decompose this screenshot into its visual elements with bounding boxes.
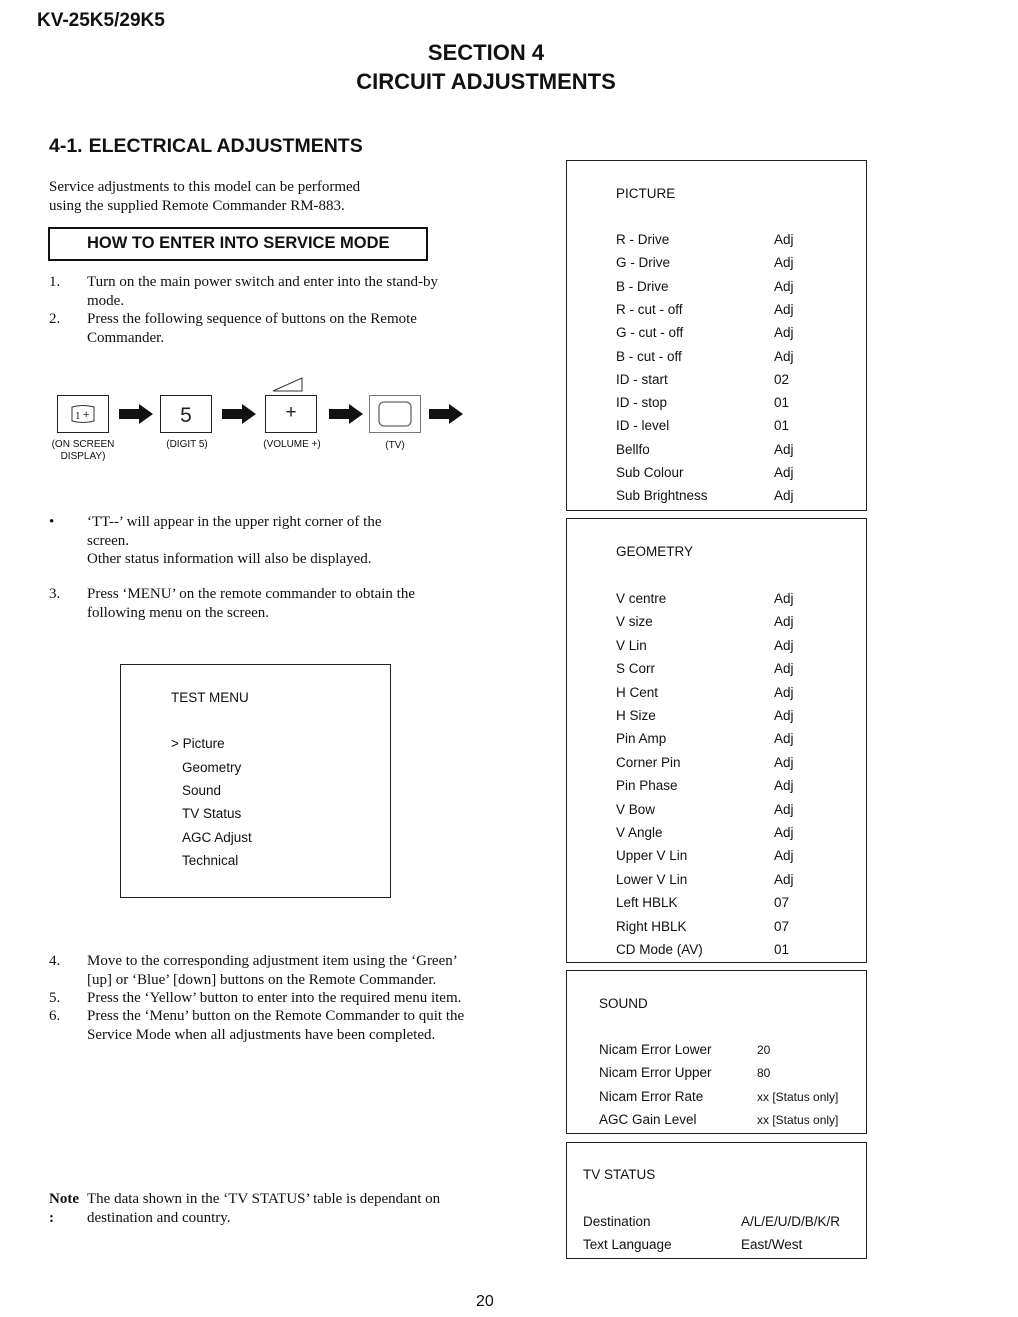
geometry-row-label: H Cent — [616, 684, 659, 700]
geometry-row-value: Adj — [774, 661, 794, 677]
step-number: 5. — [49, 990, 61, 1006]
tv-status-row-value: East/West — [741, 1237, 803, 1253]
tv-icon — [370, 396, 420, 432]
geometry-row-value: Adj — [774, 848, 794, 864]
tv-status-table — [566, 1142, 867, 1259]
picture-row-label: G - Drive — [616, 255, 670, 271]
tv-status-row-label: Text Language — [583, 1237, 672, 1253]
step-number: 4. — [49, 953, 61, 969]
geometry-row-label: Left HBLK — [616, 895, 678, 911]
test-menu-item-tv-status: TV Status — [182, 806, 242, 821]
picture-row-label: Bellfo — [616, 441, 650, 457]
section-title: CIRCUIT ADJUSTMENTS — [356, 69, 616, 94]
picture-row-value: Adj — [774, 348, 794, 364]
picture-row-value: Adj — [774, 301, 794, 317]
step-text: Move to the corresponding adjustment item using the ‘Green’ [up] or ‘Blue’ [down] buttons on the Remote Commander. — [87, 953, 458, 988]
picture-row-label: B - Drive — [616, 278, 669, 294]
bullet-text: ‘TT--’ will appear in the upper right corner of the screen. Other status information will also be displayed. — [87, 514, 382, 567]
picture-row-value: Adj — [774, 465, 794, 480]
button-caption: (TV) — [385, 440, 405, 451]
picture-row-value: 01 — [774, 395, 790, 411]
geometry-row-value: Adj — [774, 801, 794, 817]
section-number: SECTION 4 — [427, 40, 545, 65]
picture-row-label: R - cut - off — [616, 301, 683, 317]
sound-row-value: xx [Status only] — [757, 1089, 839, 1104]
geometry-row-value: Adj — [774, 871, 794, 887]
step-number: 6. — [49, 1008, 61, 1024]
sound-table — [566, 970, 867, 1134]
step-number: 1. — [49, 274, 61, 290]
picture-row-value: 02 — [774, 371, 790, 387]
picture-row-label: Sub Colour — [616, 465, 684, 480]
picture-row-label: B - cut - off — [616, 348, 682, 364]
picture-row-value: Adj — [774, 325, 794, 341]
test-menu-item-sound: Sound — [182, 783, 222, 798]
step-text: Press ‘MENU’ on the remote commander to obtain the following menu on the screen. — [87, 586, 415, 621]
picture-row-value: Adj — [774, 488, 794, 504]
picture-row-label: ID - stop — [616, 395, 668, 411]
geometry-row-label: V Bow — [616, 801, 656, 817]
step-number: 2. — [49, 311, 61, 327]
page-number: 20 — [476, 1293, 494, 1310]
model-number: KV-25K5/29K5 — [37, 10, 165, 31]
geometry-row-value: Adj — [774, 708, 794, 723]
test-menu-item-geometry: Geometry — [182, 760, 242, 775]
geometry-row-label: V Angle — [616, 825, 663, 840]
tv-status-title: TV STATUS — [583, 1167, 656, 1182]
volume-plus-button — [265, 395, 317, 433]
sound-row-label: Nicam Error Upper — [599, 1065, 712, 1081]
test-menu-box — [120, 664, 391, 898]
geometry-row-value: Adj — [774, 825, 794, 840]
sound-row-label: Nicam Error Lower — [599, 1042, 712, 1057]
picture-row-value: Adj — [774, 232, 794, 247]
button-caption: (ON SCREEN DISPLAY) — [51, 439, 115, 462]
volume-plus-icon — [266, 396, 316, 432]
volume-ramp-icon — [272, 377, 304, 393]
tv-status-row-value: A/L/E/U/D/B/K/R — [741, 1214, 841, 1229]
sound-title: SOUND — [599, 996, 648, 1011]
geometry-row-label: V Lin — [616, 637, 647, 653]
sound-row-value: 20 — [757, 1043, 771, 1057]
geometry-row-label: Lower V Lin — [616, 871, 688, 887]
sound-row-value: xx [Status only] — [757, 1112, 839, 1127]
service-mode-heading: HOW TO ENTER INTO SERVICE MODE — [87, 234, 390, 252]
geometry-row-label: CD Mode (AV) — [616, 942, 703, 957]
svg-text:5: 5 — [180, 404, 192, 427]
step-text: Turn on the main power switch and enter into the stand-by mode. — [87, 274, 439, 309]
svg-text:+: + — [83, 409, 90, 421]
intro-line: Service adjustments to this model can be performed — [49, 179, 361, 195]
picture-row-value: Adj — [774, 278, 794, 294]
geometry-row-value: Adj — [774, 591, 794, 606]
geometry-row-label: Upper V Lin — [616, 848, 688, 864]
on-screen-display-button — [57, 395, 109, 433]
geometry-row-value: 01 — [774, 942, 790, 957]
sound-row-label: Nicam Error Rate — [599, 1088, 704, 1104]
test-menu-item-technical: Technical — [182, 853, 239, 868]
picture-row-value: 01 — [774, 418, 790, 434]
step-text: Press the following sequence of buttons on the Remote Commander. — [87, 311, 417, 346]
picture-title: PICTURE — [616, 186, 676, 201]
geometry-row-value: 07 — [774, 895, 790, 911]
geometry-row-value: Adj — [774, 614, 794, 630]
intro-text — [49, 178, 360, 215]
picture-row-value: Adj — [774, 255, 794, 271]
geometry-row-label: V centre — [616, 591, 667, 606]
subsection-heading — [49, 135, 363, 158]
test-menu-item-agc-adjust: AGC Adjust — [182, 830, 252, 845]
picture-row-label: Sub Brightness — [616, 488, 708, 504]
geometry-row-value: Adj — [774, 637, 794, 653]
picture-row-value: Adj — [774, 441, 794, 457]
geometry-row-label: Pin Phase — [616, 778, 678, 794]
geometry-title: GEOMETRY — [616, 544, 694, 559]
button-caption: (DIGIT 5) — [166, 439, 208, 450]
subsection-number: 4-1. — [49, 135, 83, 157]
step-text: Press the ‘Yellow’ button to enter into the required menu item. — [87, 990, 462, 1006]
picture-row-label: R - Drive — [616, 232, 670, 247]
arrow-right-icon — [429, 404, 463, 424]
service-mode-heading-box — [48, 227, 428, 261]
digit-5-button — [160, 395, 212, 433]
picture-row-label: ID - level — [616, 418, 670, 434]
arrow-right-icon — [329, 404, 363, 424]
subsection-title: ELECTRICAL ADJUSTMENTS — [88, 135, 363, 157]
intro-line: using the supplied Remote Commander RM-883. — [49, 197, 345, 214]
svg-text:1: 1 — [75, 410, 81, 422]
step-number: 3. — [49, 586, 61, 602]
test-menu-title: TEST MENU — [171, 690, 249, 705]
geometry-row-label: Corner Pin — [616, 754, 681, 770]
geometry-table — [566, 518, 867, 963]
note-label: Note : — [49, 1191, 79, 1226]
geometry-row-value: Adj — [774, 754, 794, 770]
on-screen-display-icon — [58, 396, 108, 432]
geometry-row-label: Pin Amp — [616, 731, 667, 747]
geometry-row-label: Right HBLK — [616, 918, 687, 934]
geometry-row-value: Adj — [774, 778, 794, 794]
tv-button — [369, 395, 421, 433]
note-text: The data shown in the ‘TV STATUS’ table is dependant on destination and country. — [87, 1191, 441, 1226]
step-text: Press the ‘Menu’ button on the Remote Commander to quit the Service Mode when all adjustments have been completed. — [87, 1008, 465, 1043]
geometry-row-value: Adj — [774, 684, 794, 700]
bullet-mark: • — [49, 514, 55, 530]
tv-status-row-label: Destination — [583, 1214, 651, 1229]
geometry-row-value: 07 — [774, 918, 790, 934]
geometry-row-value: Adj — [774, 731, 794, 747]
geometry-row-label: H Size — [616, 708, 656, 723]
button-caption: (VOLUME +) — [263, 439, 321, 450]
picture-row-label: G - cut - off — [616, 325, 684, 341]
geometry-row-label: S Corr — [616, 661, 656, 677]
geometry-row-label: V size — [616, 614, 653, 630]
sound-row-label: AGC Gain Level — [599, 1111, 697, 1127]
picture-row-label: ID - start — [616, 371, 668, 387]
test-menu-item-picture: > Picture — [171, 736, 225, 751]
svg-text:+: + — [285, 402, 297, 423]
picture-table — [566, 160, 867, 511]
arrow-right-icon — [222, 404, 256, 424]
arrow-right-icon — [119, 404, 153, 424]
sound-row-value: 80 — [757, 1066, 771, 1081]
digit-5-icon — [161, 396, 211, 432]
